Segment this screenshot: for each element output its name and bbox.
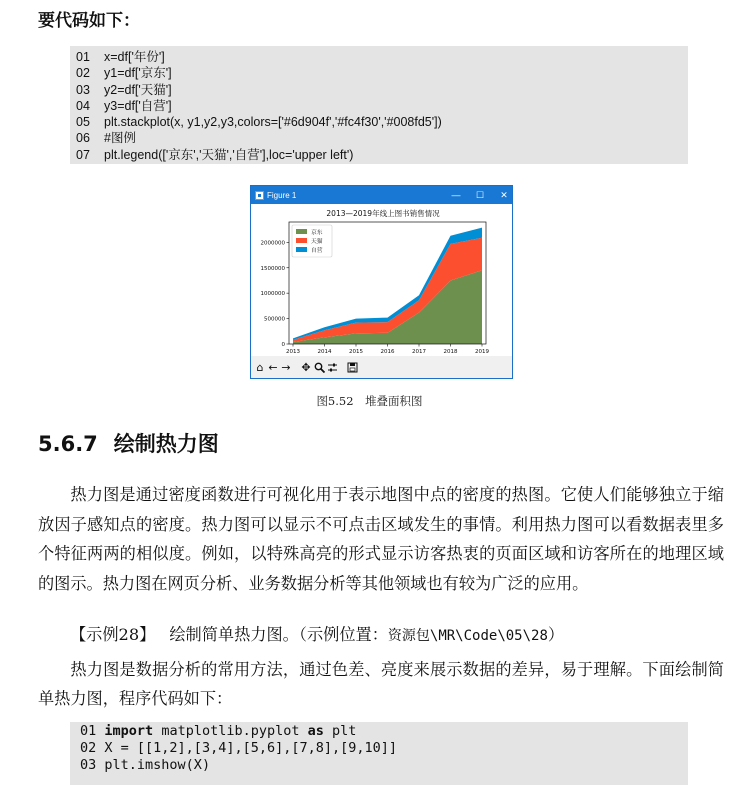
line-number: 03 bbox=[76, 82, 90, 97]
code-block-heatmap bbox=[70, 722, 688, 785]
figure-toolbar bbox=[251, 356, 512, 378]
y-tick-label: 1000000 bbox=[260, 291, 285, 298]
zoom-icon[interactable] bbox=[313, 360, 325, 374]
example-text: 绘制简单热力图。（示例位置： bbox=[169, 625, 388, 644]
code-text: y2=df['天猫'] bbox=[104, 82, 172, 97]
configure-subplots-icon[interactable] bbox=[326, 360, 338, 374]
code-line bbox=[76, 114, 688, 130]
code-line bbox=[76, 82, 688, 98]
code-text: #图例 bbox=[104, 131, 136, 146]
line-number: 07 bbox=[76, 147, 90, 162]
code-text: plt.stackplot(x, y1,y2,y3,colors=['#6d904f','#fc4f30','#008fd5']) bbox=[104, 115, 442, 130]
x-tick-label: 2017 bbox=[412, 349, 426, 355]
close-button[interactable]: ✕ bbox=[500, 189, 508, 200]
code-text: plt.imshow(X) bbox=[104, 757, 211, 773]
line-number: 06 bbox=[76, 131, 90, 146]
legend-swatch bbox=[296, 229, 307, 234]
code-text: plt.legend(['京东','天猫','自营'],loc='upper left') bbox=[104, 147, 354, 162]
back-arrow-icon[interactable]: ← bbox=[268, 360, 278, 374]
code-line bbox=[76, 147, 688, 163]
line-number: 02 bbox=[76, 66, 90, 81]
legend-swatch bbox=[296, 247, 307, 252]
legend-label: 天猫 bbox=[311, 239, 323, 245]
legend-label: 京东 bbox=[311, 230, 323, 236]
minimize-button[interactable]: — bbox=[451, 189, 461, 200]
keyword: as bbox=[307, 723, 324, 739]
line-number: 02 bbox=[80, 740, 97, 756]
stacked-area-chart bbox=[251, 204, 512, 356]
code-text: plt bbox=[323, 723, 357, 739]
y-tick-label: 1500000 bbox=[260, 265, 285, 272]
code-line bbox=[80, 740, 688, 757]
line-number: 01 bbox=[76, 50, 90, 64]
maximize-button[interactable]: ☐ bbox=[475, 189, 485, 200]
x-tick-label: 2019 bbox=[475, 349, 489, 355]
code-text: y1=df['京东'] bbox=[104, 66, 172, 81]
window-title: Figure 1 bbox=[267, 190, 297, 200]
code-text: y3=df['自营'] bbox=[104, 98, 172, 113]
forward-arrow-icon[interactable]: → bbox=[281, 360, 291, 374]
keyword: import bbox=[104, 723, 154, 739]
line-number: 04 bbox=[76, 98, 90, 113]
code-line bbox=[76, 130, 688, 146]
line-number: 01 bbox=[80, 723, 97, 739]
example-location: 资源包\MR\Code\05\28 bbox=[387, 628, 548, 644]
figure-window bbox=[250, 185, 513, 379]
example-tag: 【示例28】 bbox=[70, 625, 156, 644]
x-tick-label: 2013 bbox=[286, 349, 300, 355]
code-line bbox=[76, 98, 688, 114]
code-text: x=df['年份'] bbox=[104, 50, 165, 64]
legend-label: 自营 bbox=[311, 248, 323, 254]
legend-swatch bbox=[296, 238, 307, 243]
chart-title: 2013—2019年线上图书销售情况 bbox=[326, 209, 440, 218]
code-line bbox=[80, 723, 688, 740]
save-icon[interactable] bbox=[346, 360, 358, 374]
code-text: matplotlib.pyplot bbox=[153, 723, 308, 739]
section-title: 绘制热力图 bbox=[113, 432, 219, 456]
example-close: ） bbox=[547, 625, 565, 644]
plot-area bbox=[251, 204, 512, 356]
window-titlebar[interactable] bbox=[251, 186, 512, 204]
x-tick-label: 2016 bbox=[380, 349, 395, 355]
pan-icon[interactable]: ✥ bbox=[301, 360, 311, 374]
line-number: 03 bbox=[80, 757, 97, 773]
intro-text: 要代码如下： bbox=[38, 11, 140, 31]
app-icon bbox=[255, 191, 264, 200]
code-line bbox=[76, 65, 688, 81]
y-tick-label: 500000 bbox=[264, 316, 285, 323]
code-block-stackplot bbox=[70, 46, 688, 164]
code-text: X = [[1,2],[3,4],[5,6],[7,8],[9,10]] bbox=[104, 740, 398, 756]
paragraph-heatmap-intro: 热力图是通过密度函数进行可视化用于表示地图中点的密度的热图。它使人们能够独立于缩放因子感知点的密度。热力图可以显示不可点击区域发生的事情。利用热力图可以看数据表里多个特征两两的相似度。例如，以特殊高亮的形式显示访客热衷的页面区域和访客所在的地理区域的图示。热力图在网页分析、业务数据分析等其他领域也有较为广泛的应用。 bbox=[38, 485, 724, 593]
x-tick-label: 2018 bbox=[443, 349, 458, 355]
code-line bbox=[80, 757, 688, 774]
x-tick-label: 2014 bbox=[317, 349, 332, 355]
y-tick-label: 2000000 bbox=[260, 240, 285, 247]
y-tick-label: 0 bbox=[281, 342, 285, 348]
section-number: 5.6.7 bbox=[38, 432, 98, 456]
code-line bbox=[76, 49, 688, 65]
paragraph-heatmap-usage: 热力图是数据分析的常用方法，通过色差、亮度来展示数据的差异，易于理解。下面绘制简单热力图，程序代码如下： bbox=[38, 660, 724, 708]
example-line bbox=[70, 622, 730, 649]
line-number: 05 bbox=[76, 115, 90, 130]
figure-caption: 图5.52 堆叠面积图 bbox=[316, 394, 423, 408]
section-heading bbox=[38, 428, 219, 458]
x-tick-label: 2015 bbox=[349, 349, 363, 355]
home-icon[interactable]: ⌂ bbox=[256, 360, 264, 374]
